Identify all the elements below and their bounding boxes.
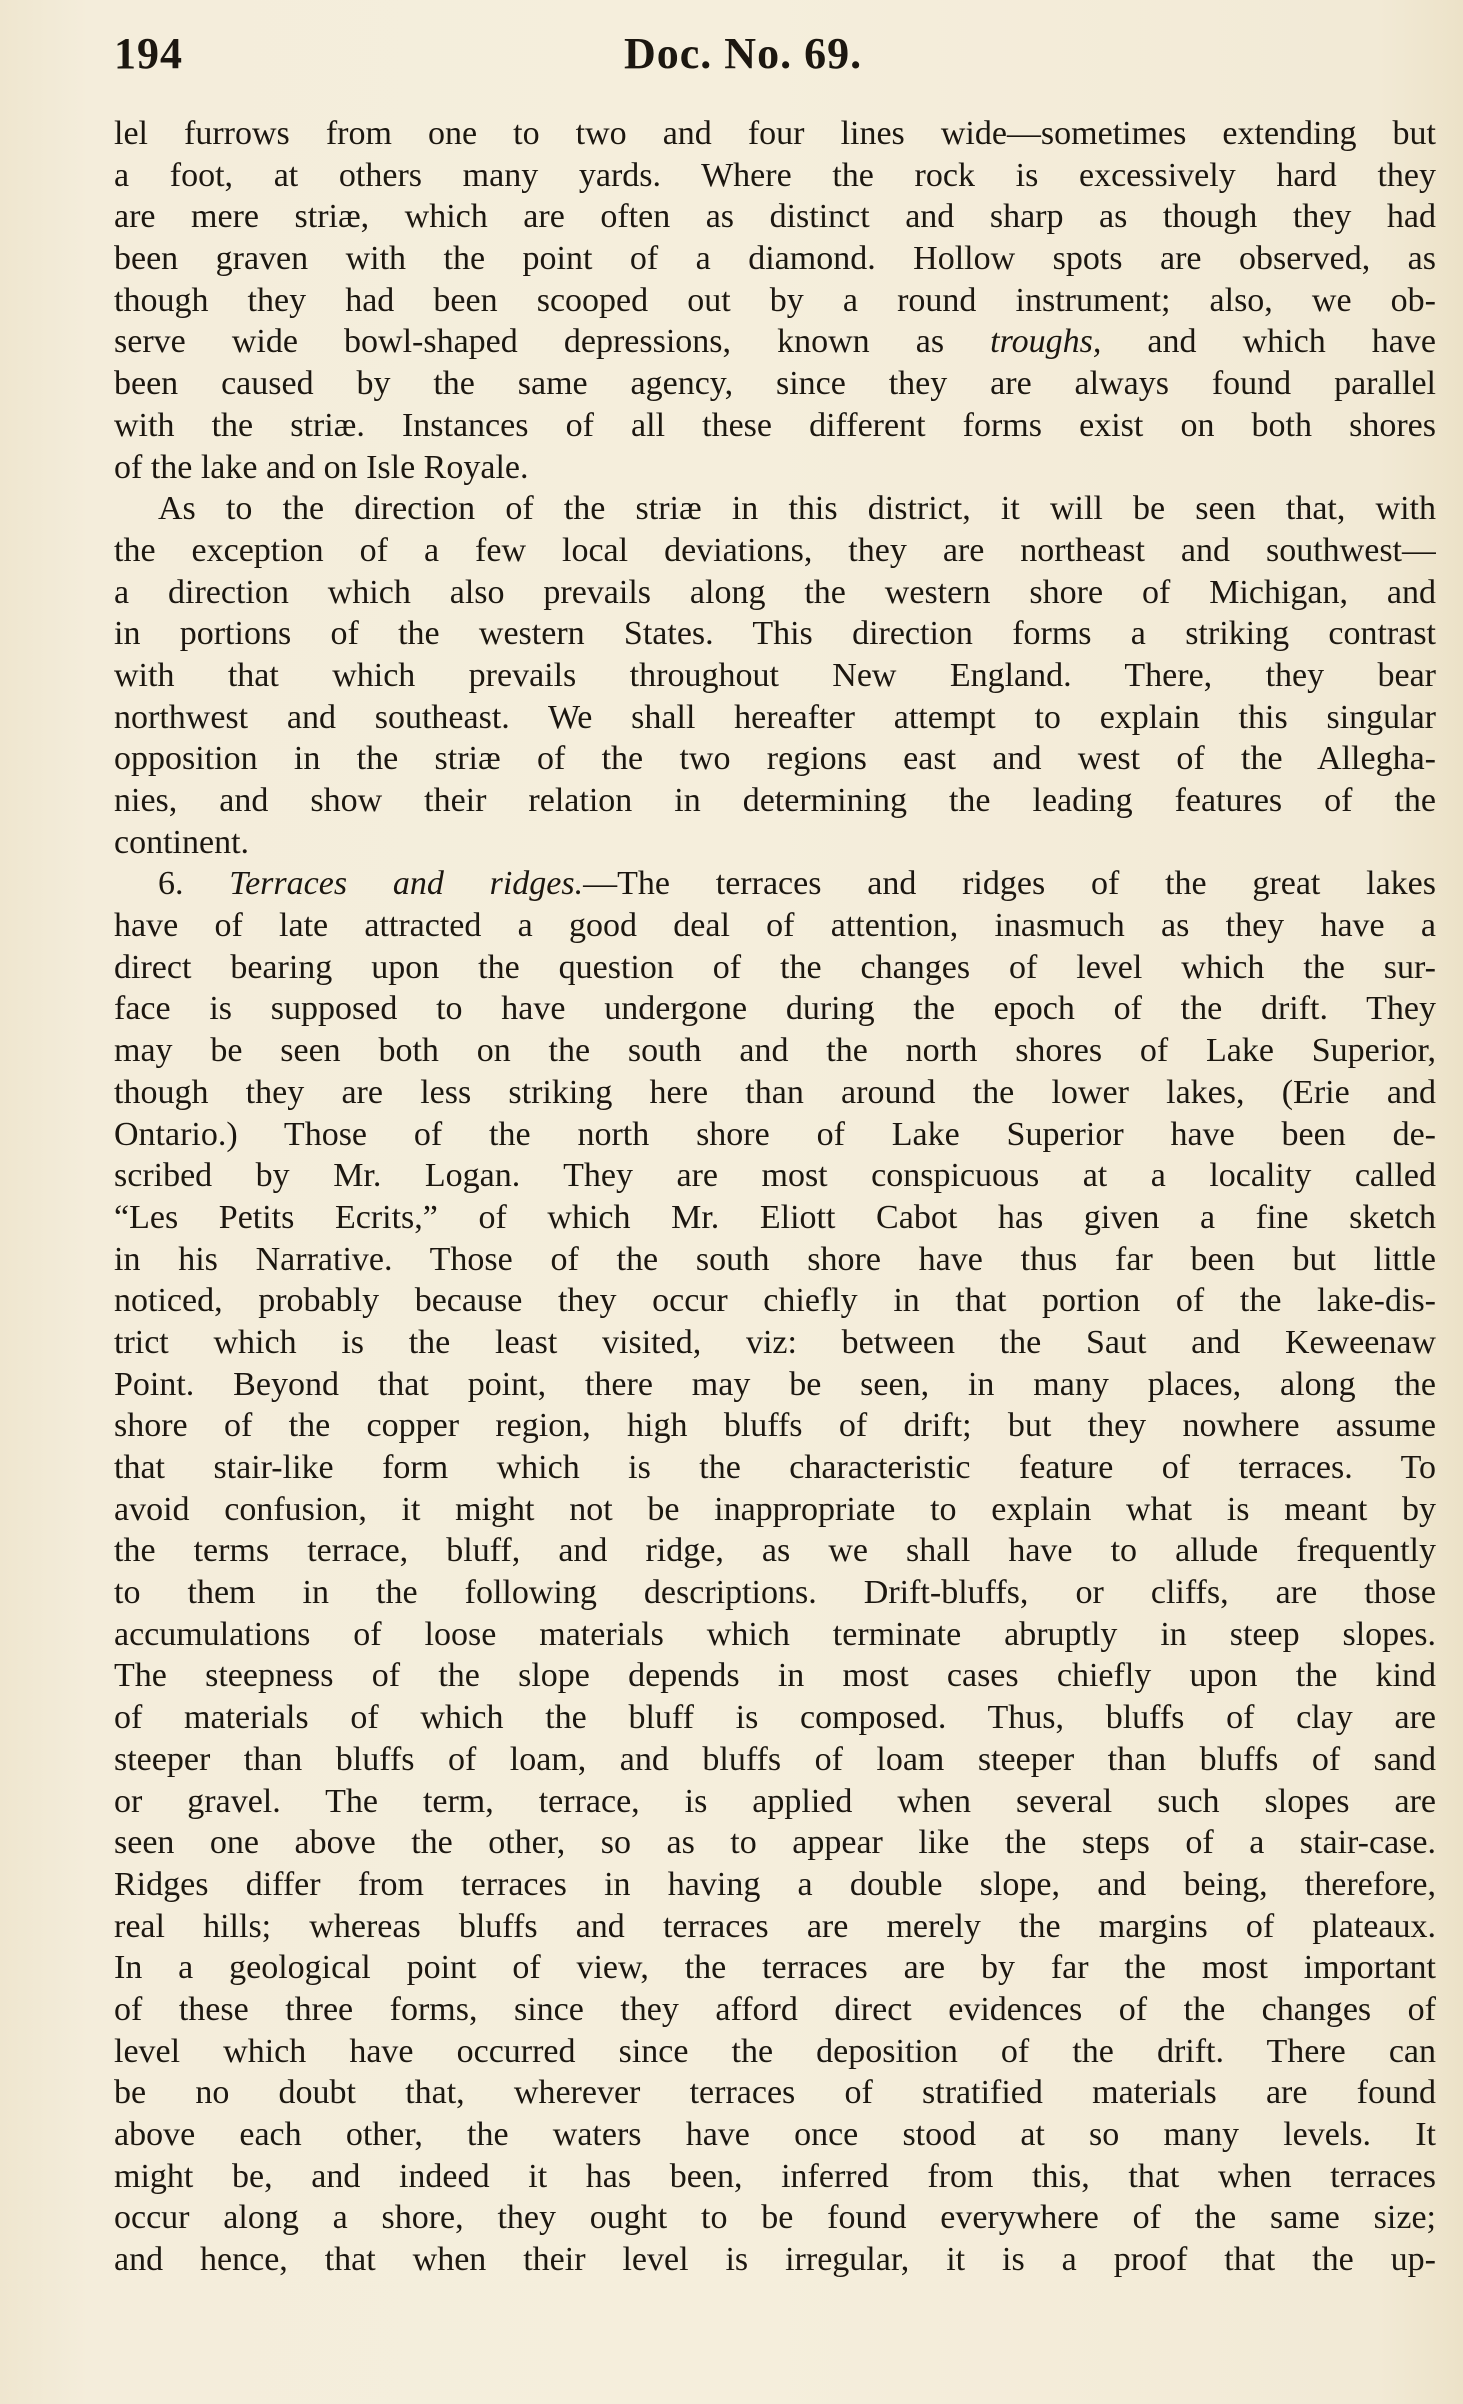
text-run: though they are less striking here than around the lower lakes, (Erie and [114, 1073, 1436, 1111]
text-run: —The terraces and ridges of the great lakes [583, 865, 1436, 903]
page-number: 194 [114, 29, 183, 78]
text-run: and hence, that when their level is irregular, it is a proof that the up- [114, 2241, 1436, 2279]
text-run: to them in the following descriptions. Drift-bluffs, or cliffs, are those [114, 1574, 1436, 1612]
text-run: been caused by the same agency, since they are always found parallel [114, 365, 1436, 403]
text-run: Point. Beyond that point, there may be seen, in many places, along the [114, 1365, 1436, 1403]
text-run: Ontario.) Those of the north shore of Lake Superior have been de- [114, 1115, 1436, 1153]
text-run: northwest and southeast. We shall hereafter attempt to explain this singular [114, 698, 1436, 736]
text-line [114, 1530, 1436, 1572]
text-line [114, 613, 1436, 655]
text-line [114, 863, 1436, 905]
text-run: In a geological point of view, the terraces are by far the most important [114, 1949, 1436, 1987]
text-line [114, 1739, 1436, 1781]
text-line [114, 1447, 1436, 1489]
text-run: trict which is the least visited, viz: between the Saut and Keweenaw [114, 1323, 1436, 1361]
text-line [114, 1364, 1436, 1406]
text-run: occur along a shore, they ought to be found everywhere of the same size; [114, 2199, 1436, 2237]
text-line [114, 238, 1436, 280]
text-line [114, 1697, 1436, 1739]
text-line [114, 488, 1436, 530]
text-run: Ridges differ from terraces in having a double slope, and being, therefore, [114, 1865, 1436, 1903]
text-line [114, 1655, 1436, 1697]
text-line [114, 1989, 1436, 2031]
italic-term: troughs, [990, 323, 1102, 361]
text-line [114, 1114, 1436, 1156]
text-run: opposition in the striæ of the two regions east and west of the Allegha- [114, 740, 1436, 778]
text-run: lel furrows from one to two and four lines wide—sometimes extending but [114, 115, 1436, 152]
text-run: serve wide bowl-shaped depressions, known as [114, 323, 991, 361]
text-run: might be, and indeed it has been, inferred from this, that when terraces [114, 2157, 1436, 2195]
text-line [114, 780, 1436, 822]
text-run: seen one above the other, so as to appear like the steps of a stair-case. [114, 1824, 1436, 1862]
text-line [114, 1781, 1436, 1823]
text-run: continent. [114, 823, 250, 861]
text-run: of materials of which the bluff is composed. Thus, bluffs of clay are [114, 1699, 1436, 1737]
text-line [114, 1405, 1436, 1447]
text-line [114, 113, 1436, 155]
text-run: with that which prevails throughout New England. There, they bear [114, 656, 1436, 694]
text-line [114, 1947, 1436, 1989]
text-run: in his Narrative. Those of the south shore have thus far been but little [114, 1240, 1436, 1278]
text-run: of these three forms, since they afford direct evidences of the changes of [114, 1990, 1436, 2028]
text-line [114, 155, 1436, 197]
text-line [114, 1864, 1436, 1906]
text-line [114, 738, 1436, 780]
text-run: been graven with the point of a diamond. Hollow spots are observed, as [114, 240, 1436, 278]
text-run: with the striæ. Instances of all these different forms exist on both shores [114, 406, 1436, 444]
italic-term: Terraces and ridges. [229, 865, 584, 903]
text-line [114, 1072, 1436, 1114]
text-run: the terms terrace, bluff, and ridge, as we shall have to allude frequently [114, 1532, 1436, 1570]
text-line [114, 280, 1436, 322]
text-line [114, 321, 1436, 363]
text-line [114, 447, 1436, 489]
text-run: be no doubt that, wherever terraces of stratified materials are found [114, 2074, 1436, 2112]
body-text [114, 113, 1436, 2281]
text-run: of the lake and on Isle Royale. [114, 448, 529, 486]
text-run: nies, and show their relation in determining the leading features of the [114, 782, 1436, 819]
text-line [114, 1280, 1436, 1322]
text-line [114, 1489, 1436, 1531]
text-run: face is supposed to have undergone during the epoch of the drift. They [114, 990, 1436, 1028]
text-run: 6. [158, 865, 230, 903]
text-line [114, 1322, 1436, 1364]
text-run: direct bearing upon the question of the changes of level which the sur- [114, 948, 1436, 986]
text-line [114, 363, 1436, 405]
text-run: or gravel. The term, terrace, is applied when several such slopes are [114, 1782, 1436, 1820]
text-run: have of late attracted a good deal of attention, inasmuch as they have a [114, 907, 1436, 945]
text-run: are mere striæ, which are often as distinct and sharp as though they had [114, 198, 1436, 236]
text-line [114, 2197, 1436, 2239]
text-line [114, 2239, 1436, 2281]
text-line [114, 2031, 1436, 2073]
text-line [114, 1822, 1436, 1864]
text-line [114, 905, 1436, 947]
text-run: “Les Petits Ecrits,” of which Mr. Eliott Cabot has given a fine sketch [114, 1198, 1436, 1236]
text-run: and which have [1101, 323, 1436, 361]
text-line [114, 2114, 1436, 2156]
text-line [114, 196, 1436, 238]
text-line [114, 697, 1436, 739]
text-line [114, 1572, 1436, 1614]
text-run: accumulations of loose materials which terminate abruptly in steep slopes. [114, 1615, 1436, 1653]
text-run: above each other, the waters have once stood at so many levels. It [114, 2116, 1436, 2153]
text-run: may be seen both on the south and the north shores of Lake Superior, [114, 1032, 1436, 1070]
text-line [114, 572, 1436, 614]
text-run: steeper than bluffs of loam, and bluffs of loam steeper than bluffs of sand [114, 1740, 1436, 1778]
text-run: real hills; whereas bluffs and terraces are merely the margins of plateaux. [114, 1907, 1436, 1945]
document-title: Doc. No. 69. [624, 29, 863, 78]
text-line [114, 1155, 1436, 1197]
text-line [114, 530, 1436, 572]
text-run: avoid confusion, it might not be inappropriate to explain what is meant by [114, 1490, 1436, 1528]
text-line [114, 988, 1436, 1030]
text-line [114, 655, 1436, 697]
text-run: As to the direction of the striæ in this district, it will be seen that, with [158, 490, 1436, 528]
text-run: a direction which also prevails along the western shore of Michigan, and [114, 573, 1436, 611]
text-line [114, 822, 1436, 864]
text-line [114, 947, 1436, 989]
text-line [114, 1614, 1436, 1656]
text-run: shore of the copper region, high bluffs of drift; but they nowhere assume [114, 1407, 1436, 1445]
text-line [114, 1030, 1436, 1072]
text-run: level which have occurred since the deposition of the drift. There can [114, 2032, 1436, 2070]
text-line [114, 1906, 1436, 1948]
text-run: the exception of a few local deviations, they are northeast and southwest— [114, 531, 1436, 569]
text-line [114, 405, 1436, 447]
text-run: in portions of the western States. This direction forms a striking contrast [114, 615, 1436, 653]
text-line [114, 2156, 1436, 2198]
text-run: scribed by Mr. Logan. They are most conspicuous at a locality called [114, 1157, 1436, 1195]
text-run: a foot, at others many yards. Where the rock is excessively hard they [114, 156, 1436, 194]
page-header [114, 28, 1354, 88]
text-run: The steepness of the slope depends in most cases chiefly upon the kind [114, 1657, 1436, 1695]
text-line [114, 1197, 1436, 1239]
text-run: though they had been scooped out by a round instrument; also, we ob- [114, 281, 1436, 319]
text-run: noticed, probably because they occur chiefly in that portion of the lake-dis- [114, 1282, 1436, 1320]
text-run: that stair-like form which is the characteristic feature of terraces. To [114, 1449, 1436, 1486]
text-line [114, 1239, 1436, 1281]
text-line [114, 2072, 1436, 2114]
